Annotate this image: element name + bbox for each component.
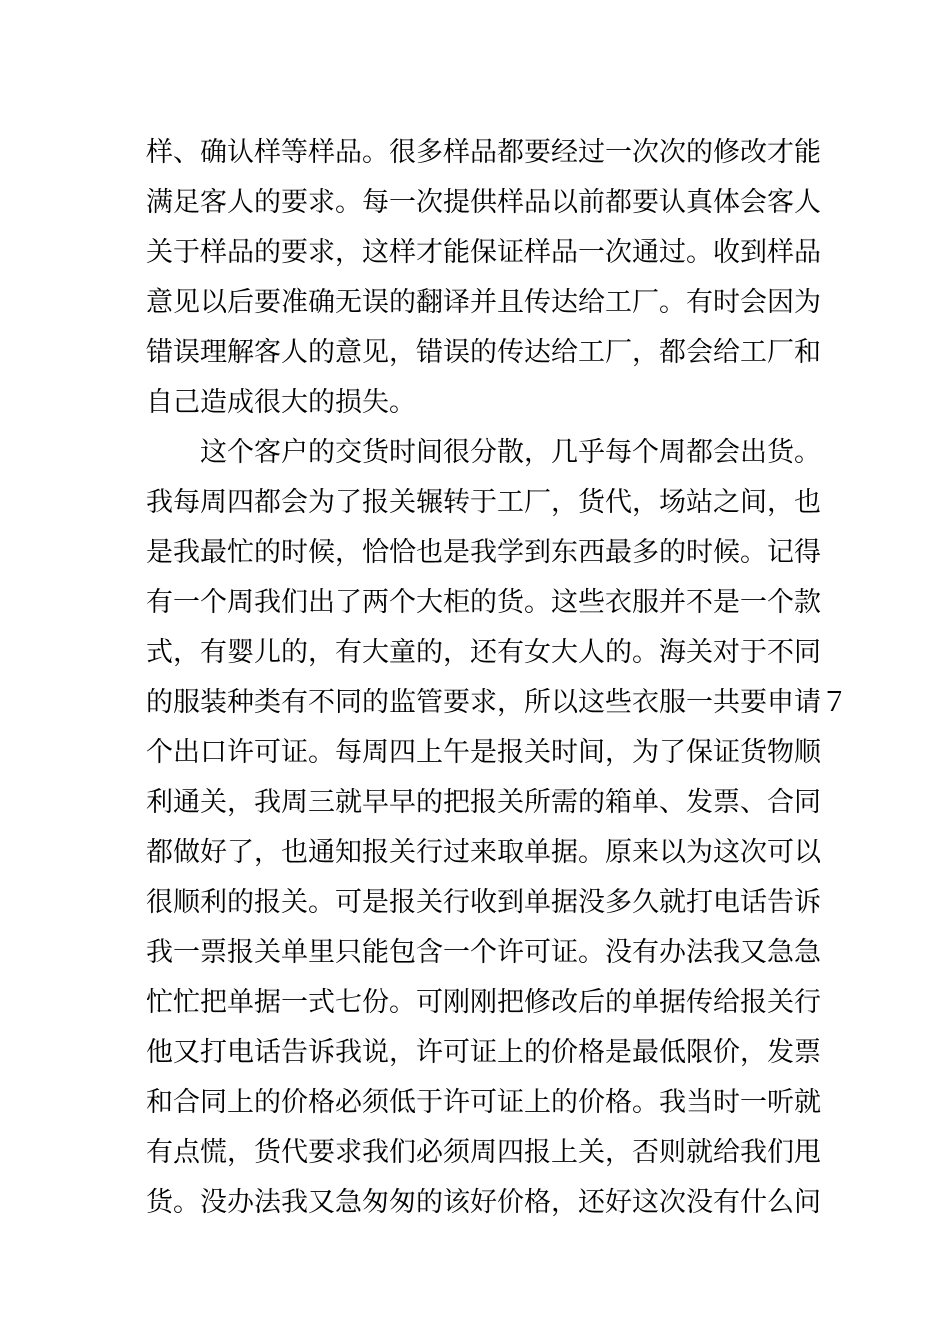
text-line: 式，有婴儿的，有大童的，还有女大人的。海关对于不同: [146, 637, 821, 668]
text-line: 忙忙把单据一式七份。可刚刚把修改后的单据传给报关行: [146, 987, 821, 1018]
text-line: 有点慌，货代要求我们必须周四报上关，否则就给我们甩: [146, 1137, 821, 1168]
text-line: 他又打电话告诉我说，许可证上的价格是最低限价，发票: [146, 1037, 821, 1068]
text-line: 有一个周我们出了两个大柜的货。这些衣服并不是一个款: [146, 587, 821, 618]
text-line: 我一票报关单里只能包含一个许可证。没有办法我又急急: [146, 937, 821, 968]
text-line: 满足客人的要求。每一次提供样品以前都要认真体会客人: [146, 187, 821, 218]
text-line: 关于样品的要求，这样才能保证样品一次通过。收到样品: [146, 237, 821, 268]
document-body: [146, 128, 848, 1228]
text-line: 样、确认样等样品。很多样品都要经过一次次的修改才能: [146, 137, 821, 168]
text-line: 错误理解客人的意见，错误的传达给工厂，都会给工厂和: [146, 337, 821, 368]
text-line: 这个客户的交货时间很分散，几乎每个周都会出货。: [200, 437, 821, 468]
text-line: 利通关，我周三就早早的把报关所需的箱单、发票、合同: [146, 787, 821, 818]
text-line: 个出口许可证。每周四上午是报关时间，为了保证货物顺: [146, 737, 821, 768]
text-line: 货。没办法我又急匆匆的该好价格，还好这次没有什么问: [146, 1187, 821, 1218]
text-line: 很顺利的报关。可是报关行收到单据没多久就打电话告诉: [146, 887, 821, 918]
text-line: 和合同上的价格必须低于许可证上的价格。我当时一听就: [146, 1087, 821, 1118]
paragraph-2: [146, 428, 848, 1228]
text-line: 的服装种类有不同的监管要求，所以这些衣服一共要申请７: [146, 687, 848, 718]
text-line: 自己造成很大的损失。: [146, 387, 416, 418]
text-line: 意见以后要准确无误的翻译并且传达给工厂。有时会因为: [146, 287, 821, 318]
text-line: 我每周四都会为了报关辗转于工厂，货代，场站之间，也: [146, 487, 821, 518]
text-line: 是我最忙的时候，恰恰也是我学到东西最多的时候。记得: [146, 537, 821, 568]
paragraph-1: [146, 128, 821, 428]
text-line: 都做好了，也通知报关行过来取单据。原来以为这次可以: [146, 837, 821, 868]
